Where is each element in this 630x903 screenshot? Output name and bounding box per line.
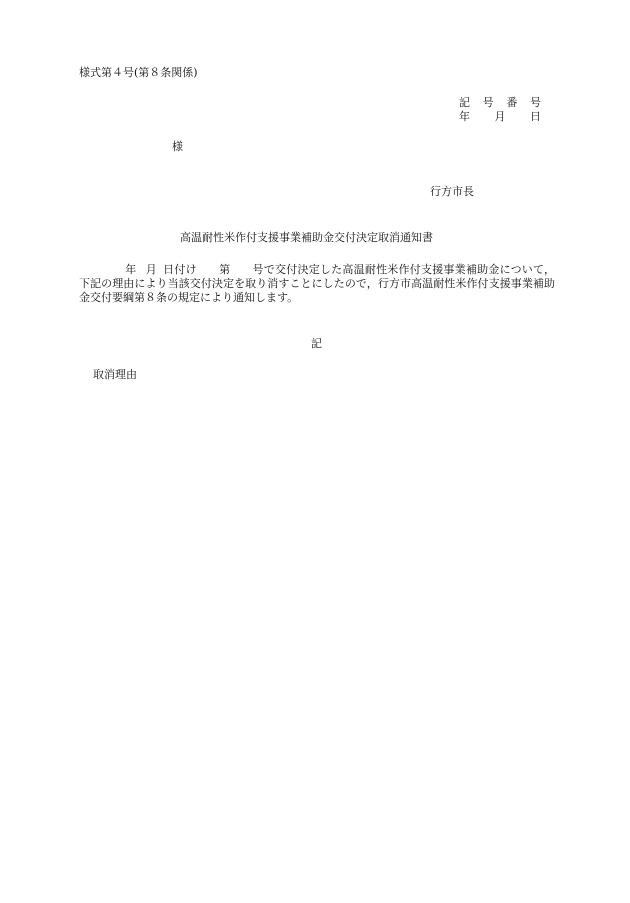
addressee-suffix: 様: [172, 140, 183, 153]
sender-name: 行方市長: [430, 185, 474, 198]
body-dai: 第: [218, 263, 231, 276]
ki-heading: 記: [311, 337, 322, 350]
cancellation-reason-label: 取消理由: [93, 368, 137, 381]
reference-date-label: 年 月 日: [459, 110, 541, 123]
reference-number-label: 記 号 番 号: [459, 96, 541, 109]
body-paragraph: [79, 263, 555, 305]
form-label: 様式第４号(第８条関係): [79, 66, 198, 79]
body-month: 月: [145, 263, 157, 276]
body-year: 年: [125, 263, 137, 276]
body-day: 日付け: [162, 263, 197, 276]
body-main-text: 号で交付決定した高温耐性米作付支援事業補助金について，下記の理由により当該交付決定を取り消すことにしたので，行方市高温耐性米作付支援事業補助金交付要綱第８条の規定により通知します。: [79, 263, 556, 304]
document-title: 高温耐性米作付支援事業補助金交付決定取消通知書: [180, 231, 433, 244]
